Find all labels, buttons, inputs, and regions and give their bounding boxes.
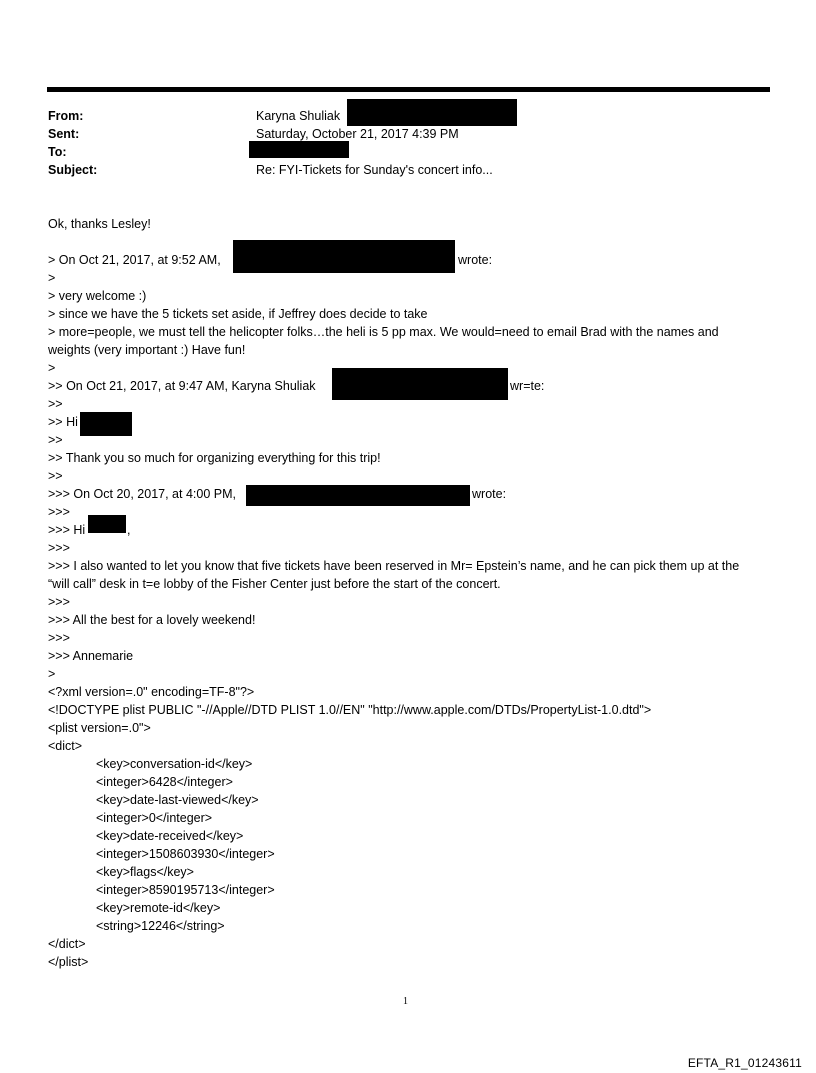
body-line: <key>remote-id</key> — [96, 901, 221, 915]
body-line: >>> Hi — [48, 523, 86, 537]
body-line: > — [48, 271, 56, 285]
body-line: >> On Oct 21, 2017, at 9:47 AM, Karyna Shuliak — [48, 379, 316, 393]
body-line: >> — [48, 469, 63, 483]
body-line: >>> I also wanted to let you know that five tickets have been reserved in Mr= Epstein’s name, and he can pick them up at the “will call” desk in t=e lobby of the Fisher Center just before the start of the concert. — [48, 559, 740, 591]
body-line: <key>flags</key> — [96, 865, 194, 879]
from-label: From: — [48, 109, 84, 123]
body-line: <key>date-last-viewed</key> — [96, 793, 259, 807]
from-value: Karyna Shuliak — [256, 109, 341, 123]
body-line: >> Thank you so much for organizing everything for this trip! — [48, 451, 381, 465]
body-line: >>> On Oct 20, 2017, at 4:00 PM, — [48, 487, 236, 501]
redaction-block — [347, 99, 517, 126]
body-line: >>> — [48, 541, 70, 555]
body-line: >>> — [48, 631, 70, 645]
redaction-block — [233, 240, 455, 273]
body-line: <key>date-received</key> — [96, 829, 244, 843]
body-line: >>> All the best for a lovely weekend! — [48, 613, 256, 627]
body-line: >> Hi — [48, 415, 78, 429]
body-line: <string>12246</string> — [96, 919, 225, 933]
body-line: <integer>1508603930</integer> — [96, 847, 275, 861]
body-line: <integer>8590195713</integer> — [96, 883, 275, 897]
body-line: <integer>6428</integer> — [96, 775, 233, 789]
subject-value: Re: FYI-Tickets for Sunday's concert info... — [256, 163, 493, 177]
body-line: <!DOCTYPE plist PUBLIC "-//Apple//DTD PLIST 1.0//EN" "http://www.apple.com/DTDs/PropertyList-1.0.dtd"> — [48, 703, 652, 717]
body-line: wrote: — [472, 487, 507, 501]
redaction-block — [246, 485, 470, 506]
body-line: > very welcome :) — [48, 289, 147, 303]
body-line: >>> — [48, 595, 70, 609]
body-line: > since we have the 5 tickets set aside, if Jeffrey does decide to take — [48, 307, 428, 321]
body-line: <integer>0</integer> — [96, 811, 213, 825]
body-line: <?xml version=.0" encoding=TF-8"?> — [48, 685, 255, 699]
body-line: > — [48, 361, 56, 375]
to-label: To: — [48, 145, 67, 159]
header-rule — [47, 87, 770, 92]
body-line: > — [48, 667, 56, 681]
body-line: >> — [48, 397, 63, 411]
page-number: 1 — [403, 996, 408, 1007]
subject-label: Subject: — [48, 163, 98, 177]
sent-label: Sent: — [48, 127, 80, 141]
redaction-block — [80, 412, 132, 436]
body-line: , — [127, 523, 131, 537]
body-line: Ok, thanks Lesley! — [48, 217, 151, 231]
body-line: >>> Annemarie — [48, 649, 134, 663]
redaction-block — [249, 141, 349, 158]
body-line: wr=te: — [510, 379, 545, 393]
body-line: wrote: — [458, 253, 493, 267]
body-line: >>> — [48, 505, 70, 519]
sent-value: Saturday, October 21, 2017 4:39 PM — [256, 127, 459, 141]
body-line: <plist version=.0"> — [48, 721, 151, 735]
redaction-block — [88, 515, 126, 533]
body-line: >> — [48, 433, 63, 447]
body-line: </plist> — [48, 955, 89, 969]
redaction-block — [332, 368, 508, 400]
body-line: <key>conversation-id</key> — [96, 757, 253, 771]
body-line: </dict> — [48, 937, 86, 951]
body-line: > more=people, we must tell the helicopter folks…the heli is 5 pp max. We would=need to email Brad with the names and weights (very important :) Have fun! — [48, 325, 719, 357]
body-line: <dict> — [48, 739, 83, 753]
bates-number: EFTA_R1_01243611 — [687, 1056, 802, 1070]
body-line: > On Oct 21, 2017, at 9:52 AM, — [48, 253, 221, 267]
